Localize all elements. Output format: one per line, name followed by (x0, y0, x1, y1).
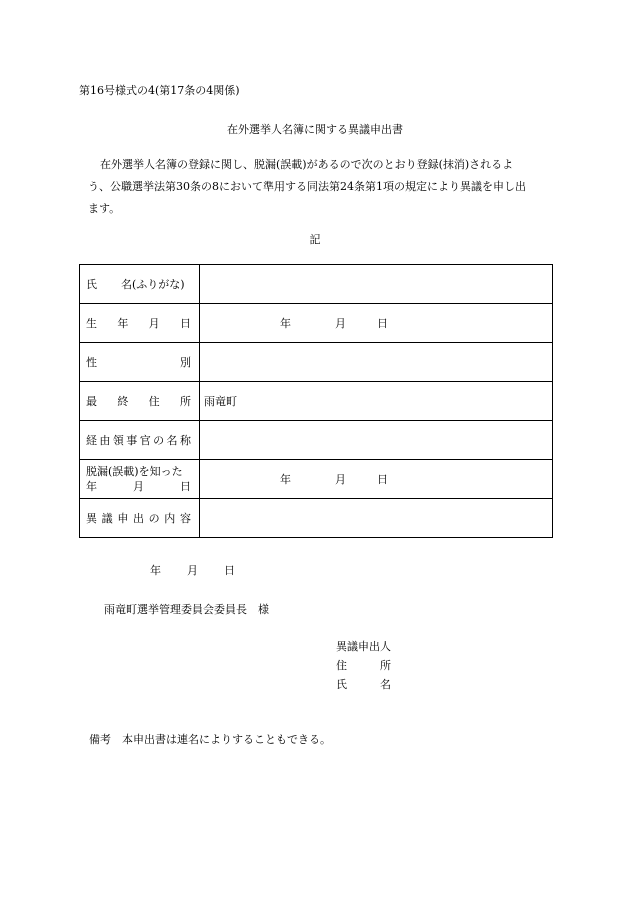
birth-day: 日 (377, 317, 388, 330)
applicant-address-part: 住 (336, 659, 347, 672)
applicant-title: 異議申出人 (336, 640, 391, 653)
known-year: 年 (280, 473, 291, 486)
content-label-part: 異 (86, 512, 97, 525)
birth-label-part: 日 (179, 317, 191, 330)
sex-label (80, 343, 200, 382)
document-title: 在外選挙人名簿に関する異議申出書 (227, 123, 403, 136)
content-value (200, 499, 553, 538)
known-date-label-part: 月 (133, 480, 144, 493)
applicant-block (336, 637, 391, 694)
birth-label (80, 304, 200, 343)
sex-label-part: 性 (86, 356, 97, 369)
applicant-address-part: 所 (380, 659, 391, 672)
form-number: 第16号様式の4(第17条の4関係) (79, 84, 240, 97)
consul-label-part: の (153, 434, 165, 447)
ki-heading: 記 (309, 233, 321, 246)
applicant-name-label (336, 675, 391, 694)
name-value (200, 265, 553, 304)
intro-line: 在外選挙人名簿の登録に関し、脱漏(誤載)があるので次のとおり登録(抹消)されるよ (100, 158, 514, 171)
name-label-part: 名(ふりがな) (121, 278, 185, 291)
sex-value (200, 343, 553, 382)
submission-day: 日 (224, 564, 235, 577)
intro-line: う、公職選挙法第30条の8において準用する同法第24条第1項の規定により異議を申し出 (88, 180, 526, 193)
name-label (80, 265, 200, 304)
birth-label-part: 年 (117, 317, 129, 330)
address-label (80, 382, 200, 421)
known-month: 月 (335, 473, 346, 486)
known-date-value (200, 460, 553, 499)
content-label-part: 議 (101, 512, 113, 525)
address-label-part: 最 (86, 395, 97, 408)
content-label-part: 申 (117, 512, 129, 525)
consul-label-part: 称 (179, 434, 191, 447)
consul-label-part: 官 (139, 434, 151, 447)
birth-label-part: 月 (148, 317, 160, 330)
known-date-label-line1: 脱漏(誤載)を知った (86, 465, 183, 478)
address-label-part: 所 (179, 395, 191, 408)
birth-month: 月 (335, 317, 346, 330)
submission-date (150, 562, 235, 578)
submission-year: 年 (150, 564, 161, 577)
name-label-part: 氏 (86, 278, 97, 291)
row-content (80, 499, 553, 538)
known-date-label (80, 460, 200, 499)
known-date-label-part: 年 (86, 480, 97, 493)
consul-label-part: 名 (166, 434, 178, 447)
content-label-part: 出 (132, 512, 144, 525)
recipient: 雨竜町選挙管理委員会委員長 様 (104, 603, 269, 616)
submission-month: 月 (187, 564, 198, 577)
row-address (80, 382, 553, 421)
applicant-address-label (336, 656, 391, 675)
row-sex (80, 343, 553, 382)
content-label (80, 499, 200, 538)
address-value: 雨竜町 (200, 382, 553, 421)
address-label-part: 住 (148, 395, 160, 408)
row-name (80, 265, 553, 304)
intro-paragraph (88, 154, 558, 220)
known-day: 日 (377, 473, 388, 486)
consul-label-part: 由 (99, 434, 111, 447)
applicant-name-part: 氏 (336, 678, 347, 691)
birth-year: 年 (280, 317, 291, 330)
consul-label (80, 421, 200, 460)
content-label-part: 容 (179, 512, 191, 525)
info-table (79, 264, 553, 538)
sex-label-part: 別 (180, 356, 191, 369)
consul-value (200, 421, 553, 460)
intro-line: ます。 (88, 202, 121, 215)
applicant-name-part: 名 (380, 678, 391, 691)
known-date-label-part: 日 (180, 480, 191, 493)
content-label-part: 内 (164, 512, 176, 525)
note: 備考 本申出書は連名によりすることもできる。 (89, 733, 331, 746)
row-consul (80, 421, 553, 460)
row-birth (80, 304, 553, 343)
birth-value (200, 304, 553, 343)
row-known-date (80, 460, 553, 499)
consul-label-part: 事 (126, 434, 138, 447)
address-label-part: 終 (117, 395, 129, 408)
content-label-part: の (148, 512, 160, 525)
consul-label-part: 経 (86, 434, 97, 447)
consul-label-part: 領 (112, 434, 124, 447)
birth-label-part: 生 (86, 317, 97, 330)
